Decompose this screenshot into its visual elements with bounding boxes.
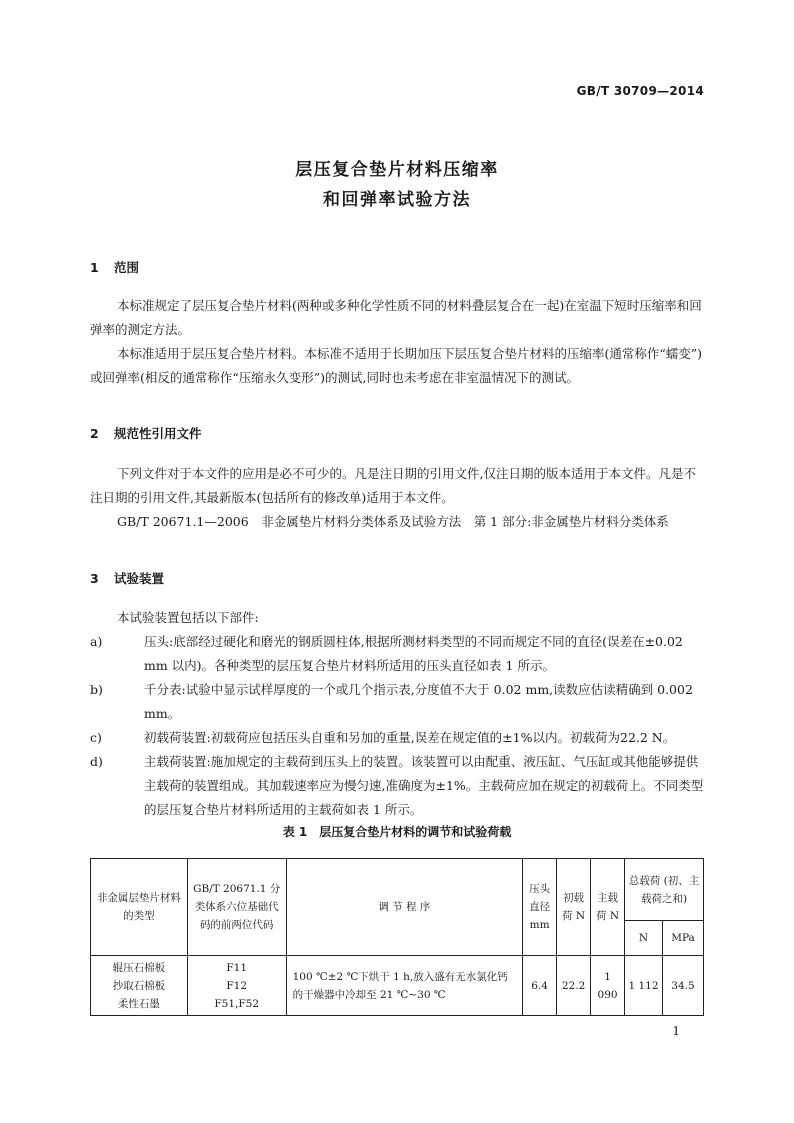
code-1: F11 — [226, 961, 248, 974]
header-conditioning-procedure: 调 节 程 序 — [286, 859, 522, 956]
list-item-d — [90, 750, 704, 822]
table-1-caption: 表 1 层压复合垫片材料的调节和试验荷载 — [282, 825, 512, 839]
header-presser-diameter: 压头直径 mm — [523, 859, 557, 956]
table-1 — [90, 858, 704, 1016]
list-item-b-text: 千分表:试验中显示试样厚度的一个或几个指示表,分度值不大于 0.02 mm,读数应估读精确到 0.002 mm。 — [144, 682, 693, 721]
header-main-load: 主载荷 N — [591, 859, 625, 956]
section-1-title: 范围 — [114, 260, 140, 275]
section-3-number: 3 — [90, 571, 99, 586]
material-type-2: 抄取石棉板 — [112, 979, 166, 992]
list-item-b — [90, 678, 704, 726]
table-header-row-1 — [91, 859, 704, 921]
list-item-d-label: d) — [90, 754, 103, 769]
normative-reference-entry: GB/T 20671.1—2006 非金属垫片材料分类体系及试验方法 第 1 部分:非金属垫片材料分类体系 — [117, 514, 669, 529]
section-2-number: 2 — [90, 426, 99, 441]
cell-diameter: 6.4 — [523, 956, 557, 1016]
code-3: F51,F52 — [214, 997, 260, 1010]
document-title-line-1: 层压复合垫片材料压缩率 — [295, 160, 499, 180]
table-row — [91, 956, 704, 1016]
material-type-1: 辊压石棉板 — [112, 961, 166, 974]
code-2: F12 — [226, 979, 248, 992]
section-3-intro: 本试验装置包括以下部件: — [117, 610, 259, 625]
section-3-title: 试验装置 — [114, 571, 165, 586]
cell-main-load: 1 090 — [591, 956, 625, 1016]
section-1-heading — [90, 258, 139, 276]
list-item-c-text: 初载荷装置:初载荷应包括压头自重和另加的重量,误差在规定值的±1%以内。初载荷为22.2 N。 — [144, 730, 676, 745]
list-item-a-text: 压头:底部经过硬化和磨光的钢质圆柱体,根据所测材料类型的不同而规定不同的直径(误差在±0.02 mm 以内)。各种类型的层压复合垫片材料所适用的压头直径如表 1 所示。 — [144, 634, 683, 673]
header-total-load: 总载荷 (初、主载荷之和) — [625, 859, 704, 921]
list-item-a-label: a) — [90, 634, 103, 649]
material-type-3: 柔性石墨 — [117, 997, 160, 1010]
list-item-b-label: b) — [90, 682, 103, 697]
header-initial-load: 初载荷 N — [557, 859, 591, 956]
list-item-d-text: 主载荷装置:施加规定的主载荷到压头上的装置。该装置可以由配重、液压缸、气压缸或其他能够提供主载荷的装置组成。其加载速率应为慢匀速,准确度为±1%。主载荷应加在规定的初载荷上。不同类型的层压复合垫片材料所适用的主载荷如表 1 所示。 — [144, 754, 704, 817]
cell-total-n: 1 112 — [625, 956, 663, 1016]
header-total-mpa: MPa — [662, 921, 703, 956]
list-item-a — [90, 630, 704, 678]
section-2-paragraph-1: 下列文件对于本文件的应用是必不可少的。凡是注日期的引用文件,仅注日期的版本适用于本文件。凡是不注日期的引用文件,其最新版本(包括所有的修改单)适用于本文件。 — [90, 466, 696, 505]
document-title-line-2: 和回弹率试验方法 — [323, 190, 471, 210]
header-material-type: 非金属层垫片材料的类型 — [91, 859, 188, 956]
section-2-heading — [90, 424, 202, 442]
section-2-title: 规范性引用文件 — [114, 426, 202, 441]
cell-total-mpa: 34.5 — [662, 956, 703, 1016]
cell-material-types — [91, 956, 188, 1016]
page-number: 1 — [672, 1024, 680, 1038]
cell-codes — [187, 956, 286, 1016]
list-item-c-label: c) — [90, 730, 102, 745]
list-item-c — [90, 726, 704, 750]
header-total-n: N — [625, 921, 663, 956]
header-classification-code: GB/T 20671.1 分类体系六位基础代码的前两位代码 — [187, 859, 286, 956]
section-1-number: 1 — [90, 260, 99, 275]
standard-code-header: GB/T 30709—2014 — [576, 84, 704, 98]
section-1-paragraph-1: 本标准规定了层压复合垫片材料(两种或多种化学性质不同的材料叠层复合在一起)在室温下短时压缩率和回弹率的测定方法。 — [90, 298, 702, 337]
section-1-paragraph-2: 本标准适用于层压复合垫片材料。本标准不适用于长期加压下层压复合垫片材料的压缩率(通常称作“蠕变”)或回弹率(相反的通常称作“压缩永久变形”)的测试,同时也未考虑在非室温情况下的测试。 — [90, 346, 703, 385]
cell-initial-load: 22.2 — [557, 956, 591, 1016]
section-3-heading — [90, 569, 164, 587]
cell-procedure: 100 ℃±2 ℃下烘干 1 h,放入盛有无水氯化钙的干燥器中冷却至 21 ℃~30 ℃ — [286, 956, 522, 1016]
